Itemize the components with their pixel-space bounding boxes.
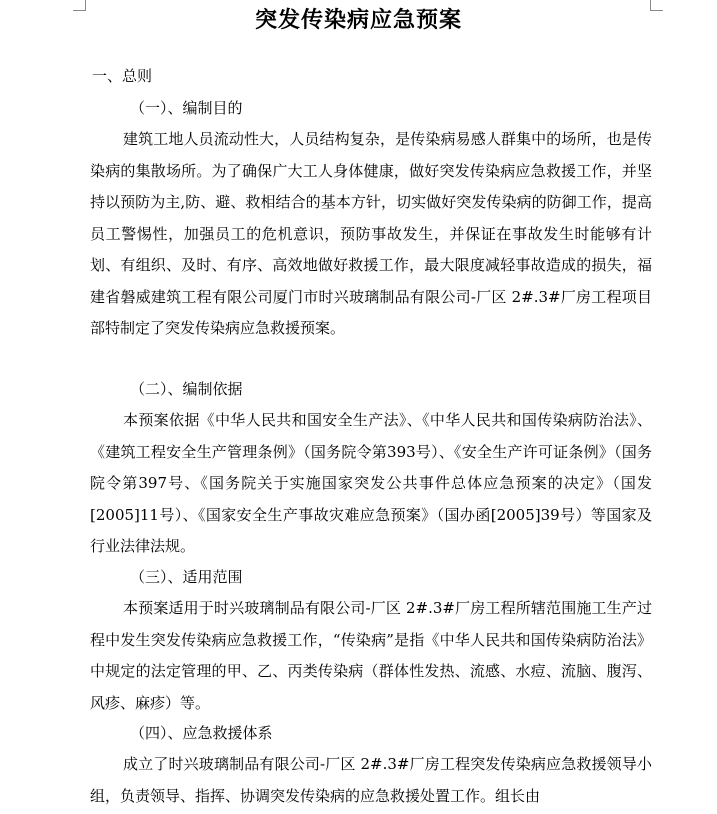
paragraph-scope: 本预案适用于时兴玻璃制品有限公司-厂区 2#.3#厂房工程所辖范围施工生产过程中发生突发传染病应急救援工作，“传染病”是指《中华人民共和国传染病防治法》中规定的法定管理的甲、乙、丙类传染病（群体性发热、流感、水痘、流脑、腹泻、风疹、麻疹）等。 xyxy=(90,599,652,712)
section-heading-general: 一、总则 xyxy=(92,67,153,85)
document-title: 突发传染病应急预案 xyxy=(254,7,462,33)
paragraph-rescue-system: 成立了时兴玻璃制品有限公司-厂区 2#.3#厂房工程突发传染病应急救援领导小组，负责领导、指挥、协调突发传染病的应急救援处置工作。组长由 xyxy=(90,755,652,805)
subsection-heading-rescue-system: （四）、应急救援体系 xyxy=(130,724,273,742)
paragraph-basis: 本预案依据《中华人民共和国安全生产法》、《中华人民共和国传染病防治法》、《建筑工程安全生产管理条例》（国务院令第393号）、《安全生产许可证条例》（国务院令第397号、《国务院关于实施国家突发公共事件总体应急预案的决定》（国发[2005]11号）、《国家安全生产事故灾难应急预案》（国办函[2005]39号）等国家及行业法律法规。 xyxy=(90,411,652,555)
paragraph-purpose: 建筑工地人员流动性大，人员结构复杂，是传染病易感人群集中的场所，也是传染病的集散场所。为了确保广大工人身体健康，做好突发传染病应急救援工作，并坚持以预防为主,防、避、救相结合的基本方针，切实做好突发传染病的防御工作，提高员工警惕性，加强员工的危机意识，预防事故发生，并保证在事故发生时能够有计划、有组织、及时、有序、高效地做好救援工作，最大限度减轻事故造成的损失，福建省磐威建筑工程有限公司厦门市时兴玻璃制品有限公司-厂区 2#.3#厂房工程项目部特制定了突发传染病应急救援预案。 xyxy=(90,130,652,337)
subsection-heading-scope: （三）、适用范围 xyxy=(130,568,243,586)
subsection-heading-basis: （二）、编制依据 xyxy=(130,380,243,398)
subsection-heading-purpose: （一）、编制目的 xyxy=(130,99,243,117)
